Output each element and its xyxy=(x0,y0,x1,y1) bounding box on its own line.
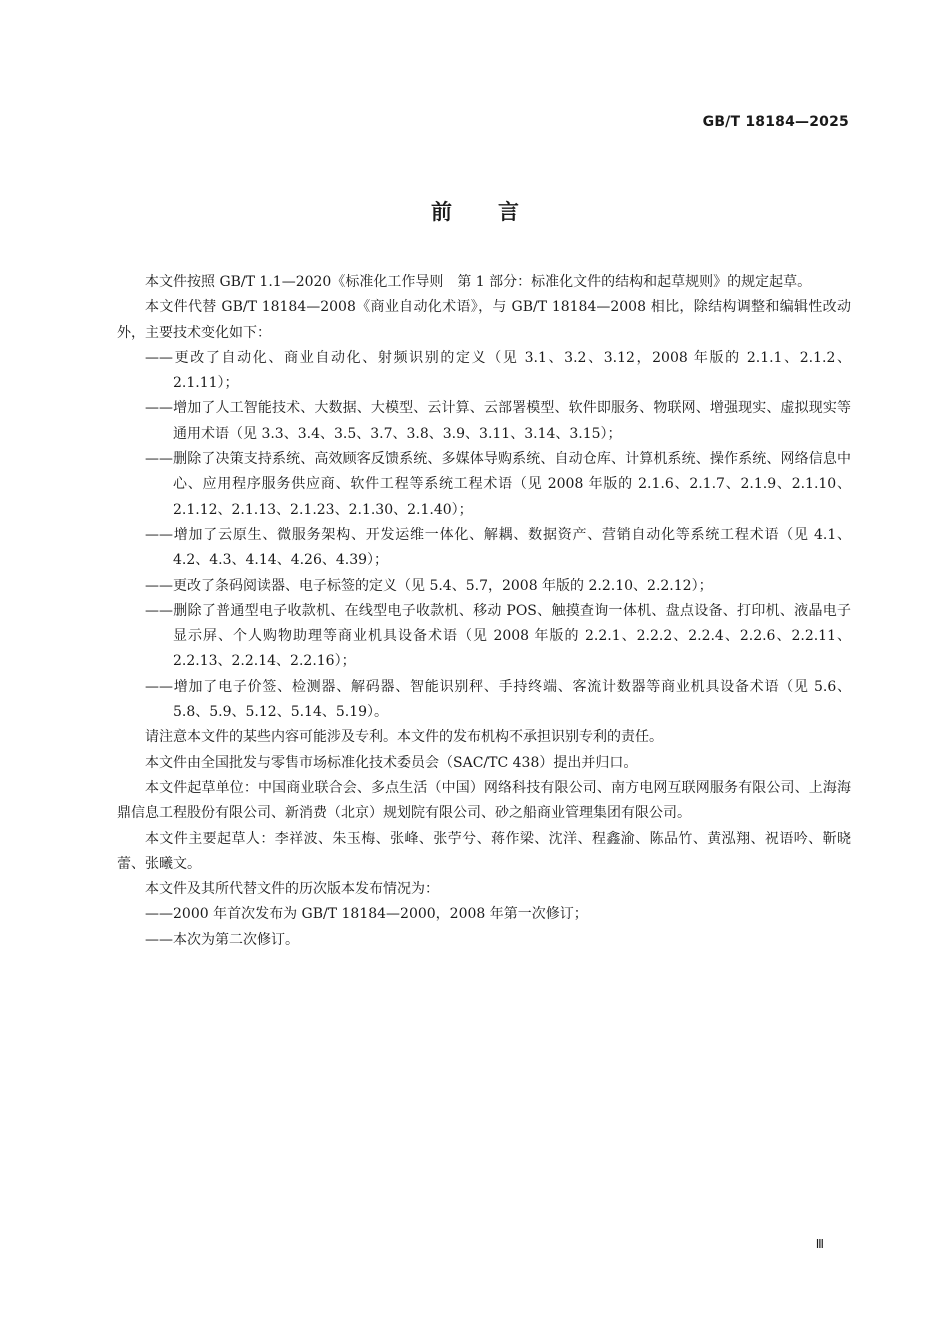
dash-marker: —— xyxy=(145,577,173,594)
dash-marker: —— xyxy=(145,451,173,468)
change-item xyxy=(117,396,851,447)
change-item xyxy=(117,574,851,599)
paragraph: 本文件代替 GB/T 18184—2008《商业自动化术语》，与 GB/T 18184—2008 相比，除结构调整和编辑性改动外，主要技术变化如下： xyxy=(117,299,851,341)
foreword-body xyxy=(117,270,851,953)
paragraph: 本文件主要起草人：李祥波、朱玉梅、张峰、张苧兮、蒋作梁、沈洋、程鑫渝、陈品竹、黄泓翔、祝语吟、靳晓蕾、张曦文。 xyxy=(117,830,851,872)
history-text: 本次为第二次修订。 xyxy=(173,931,299,948)
history-item xyxy=(117,902,851,927)
page-number: Ⅲ xyxy=(815,1237,824,1251)
change-text: 增加了云原生、微服务架构、开发运维一体化、解耦、数据资产、营销自动化等系统工程术语（见 4.1、4.2、4.3、4.14、4.26、4.39）； xyxy=(173,526,851,569)
change-text: 更改了自动化、商业自动化、射频识别的定义（见 3.1、3.2、3.12，2008 年版的 2.1.1、2.1.2、2.1.11）； xyxy=(173,349,851,392)
dash-marker: —— xyxy=(145,400,173,417)
change-item xyxy=(117,346,851,397)
history-text: 2000 年首次发布为 GB/T 18184—2000，2008 年第一次修订； xyxy=(173,906,588,923)
dash-marker: —— xyxy=(145,349,173,366)
dash-marker: —— xyxy=(145,931,173,948)
change-item xyxy=(117,599,851,675)
change-text: 增加了电子价签、检测器、解码器、智能识别秤、手持终端、客流计数器等商业机具设备术语（见 5.6、5.8、5.9、5.12、5.14、5.19）。 xyxy=(173,678,851,721)
change-text: 增加了人工智能技术、大数据、大模型、云计算、云部署模型、软件即服务、物联网、增强现实、虚拟现实等通用术语（见 3.3、3.4、3.5、3.7、3.8、3.9、3.11、3.14、3.15）； xyxy=(173,400,851,442)
paragraph: 本文件起草单位：中国商业联合会、多点生活（中国）网络科技有限公司、南方电网互联网服务有限公司、上海海鼎信息工程股份有限公司、新消费（北京）规划院有限公司、砂之船商业管理集团有限公司。 xyxy=(117,779,851,822)
page-title: 前言 xyxy=(431,200,565,224)
change-text: 删除了决策支持系统、高效顾客反馈系统、多媒体导购系统、自动仓库、计算机系统、操作系统、网络信息中心、应用程序服务供应商、软件工程等系统工程术语（见 2008 年版的 2.1.6、2.1.7、2.1.9、2.1.10、2.1.12、2.1.13、2.1.23、2.1.30、2.1.40）； xyxy=(173,451,851,518)
dash-marker: —— xyxy=(145,526,173,543)
dash-marker: —— xyxy=(145,906,173,923)
paragraph: 本文件由全国批发与零售市场标准化技术委员会（SAC/TC 438）提出并归口。 xyxy=(145,754,638,771)
paragraph: 请注意本文件的某些内容可能涉及专利。本文件的发布机构不承担识别专利的责任。 xyxy=(145,729,663,746)
change-item xyxy=(117,675,851,726)
paragraph: 本文件及其所代替文件的历次版本发布情况为： xyxy=(145,881,439,898)
dash-marker: —— xyxy=(145,602,173,619)
change-text: 删除了普通型电子收款机、在线型电子收款机、移动 POS、触摸查询一体机、盘点设备、打印机、液晶电子显示屏、个人购物助理等商业机具设备术语（见 2008 年版的 2.2.1、2.2.2、2.2.4、2.2.6、2.2.11、2.2.13、2.2.14、2.2.16）； xyxy=(173,602,851,670)
standard-code: GB/T 18184—2025 xyxy=(702,114,849,130)
paragraph: 本文件按照 GB/T 1.1—2020《标准化工作导则 第 1 部分：标准化文件的结构和起草规则》的规定起草。 xyxy=(145,274,812,290)
dash-marker: —— xyxy=(145,678,173,695)
change-item xyxy=(117,447,851,523)
change-item xyxy=(117,523,851,574)
change-text: 更改了条码阅读器、电子标签的定义（见 5.4、5.7，2008 年版的 2.2.10、2.2.12）； xyxy=(173,577,713,594)
history-item xyxy=(117,928,851,953)
